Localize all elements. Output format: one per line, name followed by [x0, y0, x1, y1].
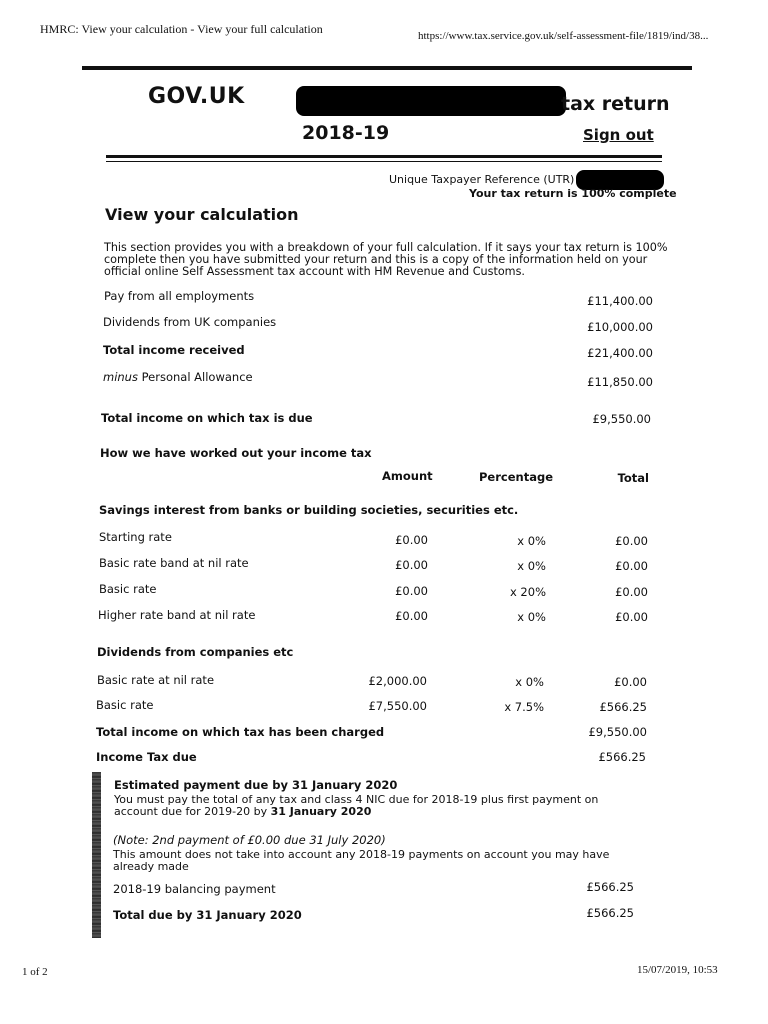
- savings-row-total: £0.00: [615, 559, 648, 573]
- savings-row-amount: £0.00: [395, 558, 428, 572]
- taxable-value: £9,550.00: [592, 412, 651, 426]
- dividend-row-percentage: x 0%: [515, 675, 544, 689]
- payment-text-1-line-a: You must pay the total of any tax and class 4 NIC due for 2018-19 plus first payment on: [114, 793, 599, 806]
- intro-line-3: official online Self Assessment tax account with HM Revenue and Customs.: [104, 265, 525, 278]
- savings-row-percentage: x 20%: [509, 585, 546, 599]
- breakdown-heading: How we have worked out your income tax: [100, 446, 372, 460]
- savings-row-amount: £0.00: [395, 584, 428, 598]
- savings-row-percentage: x 0%: [517, 610, 546, 624]
- payment-text-1: [114, 794, 598, 818]
- service-title: tax return: [561, 93, 670, 115]
- govuk-logo[interactable]: GOV.UK: [148, 84, 245, 109]
- second-payment-note: (Note: 2nd payment of £0.00 due 31 July 2020): [113, 833, 386, 847]
- dividends-value: £10,000.00: [587, 320, 653, 334]
- dividend-row-amount: £2,000.00: [368, 674, 427, 688]
- tax-year: 2018-19: [302, 122, 390, 144]
- savings-row-total: £0.00: [615, 610, 648, 624]
- pay-label: Pay from all employments: [104, 289, 255, 303]
- savings-row-total: £0.00: [615, 585, 648, 599]
- intro-line-2: complete then you have submitted your return and this is a copy of the information held on your: [104, 253, 648, 266]
- dividends-label: Dividends from UK companies: [103, 315, 277, 329]
- payment-text-2-line-a: This amount does not take into account any 2018-19 payments on account you may have: [113, 848, 610, 861]
- col-total-header: Total: [617, 471, 649, 485]
- header-bottom-rule: [106, 155, 662, 158]
- balancing-value: £566.25: [586, 880, 634, 894]
- page-heading: View your calculation: [105, 205, 299, 224]
- dividend-row-total: £0.00: [614, 675, 647, 689]
- payment-text-1-b: account due for 2019-20 by: [114, 805, 268, 818]
- print-url[interactable]: https://www.tax.service.gov.uk/self-assessment-file/1819/ind/38...: [418, 30, 709, 42]
- dividend-row-label: Basic rate at nil rate: [97, 673, 215, 687]
- total-received-value: £21,400.00: [587, 346, 653, 360]
- savings-row-label: Basic rate: [99, 582, 157, 596]
- payment-due-date: 31 January 2020: [270, 805, 372, 818]
- savings-row-label: Starting rate: [99, 530, 172, 544]
- header-bottom-rule-thin: [106, 161, 662, 162]
- payment-heading: Estimated payment due by 31 January 2020: [114, 778, 398, 792]
- tax-due-label: Income Tax due: [96, 750, 197, 764]
- allowance-label: [103, 370, 253, 384]
- savings-row-amount: £0.00: [395, 533, 428, 547]
- dividends-heading: Dividends from companies etc: [97, 645, 294, 659]
- charged-label: Total income on which tax has been charged: [96, 725, 385, 739]
- pay-value: £11,400.00: [587, 294, 653, 308]
- utr-label: Unique Taxpayer Reference (UTR): [389, 173, 575, 186]
- payment-text-1-line-b: [114, 806, 598, 818]
- balancing-label: 2018-19 balancing payment: [113, 882, 276, 896]
- payment-text-2-line-b: already made: [113, 860, 189, 873]
- allowance-text: Personal Allowance: [141, 370, 253, 384]
- print-page-title: HMRC: View your calculation - View your full calculation: [40, 22, 323, 36]
- total-received-label: Total income received: [103, 343, 245, 357]
- intro-paragraph: [104, 242, 668, 278]
- savings-row-label: Basic rate band at nil rate: [99, 556, 249, 570]
- savings-row-label: Higher rate band at nil rate: [98, 608, 256, 622]
- savings-row-amount: £0.00: [395, 609, 428, 623]
- dividend-row-percentage: x 7.5%: [504, 700, 544, 714]
- dividend-row-total: £566.25: [599, 700, 647, 714]
- charged-value: £9,550.00: [588, 725, 647, 739]
- dividend-row-amount: £7,550.00: [368, 699, 427, 713]
- total-due-value: £566.25: [586, 906, 634, 920]
- intro-line-1: This section provides you with a breakdown of your full calculation. If it says your tax return is 100%: [104, 241, 668, 254]
- sign-out-link[interactable]: Sign out: [583, 126, 654, 144]
- savings-row-percentage: x 0%: [517, 534, 546, 548]
- savings-row-percentage: x 0%: [517, 559, 546, 573]
- col-percentage-header: Percentage: [479, 470, 553, 484]
- taxable-label: Total income on which tax is due: [101, 411, 313, 425]
- tax-due-value: £566.25: [598, 750, 646, 764]
- savings-heading: Savings interest from banks or building societies, securities etc.: [99, 503, 519, 517]
- header-top-rule: [82, 66, 692, 70]
- col-amount-header: Amount: [382, 469, 433, 483]
- payment-text-2: [113, 849, 609, 873]
- allowance-prefix: minus: [103, 370, 138, 384]
- completion-status: Your tax return is 100% complete: [469, 187, 677, 200]
- print-timestamp: 15/07/2019, 10:53: [637, 964, 718, 976]
- savings-row-total: £0.00: [615, 534, 648, 548]
- dividend-row-label: Basic rate: [96, 698, 154, 712]
- total-due-label: Total due by 31 January 2020: [113, 908, 302, 922]
- print-page-number: 1 of 2: [22, 966, 48, 978]
- redacted-name-block: [296, 86, 566, 116]
- inset-left-border: [92, 772, 101, 938]
- allowance-value: £11,850.00: [587, 375, 653, 389]
